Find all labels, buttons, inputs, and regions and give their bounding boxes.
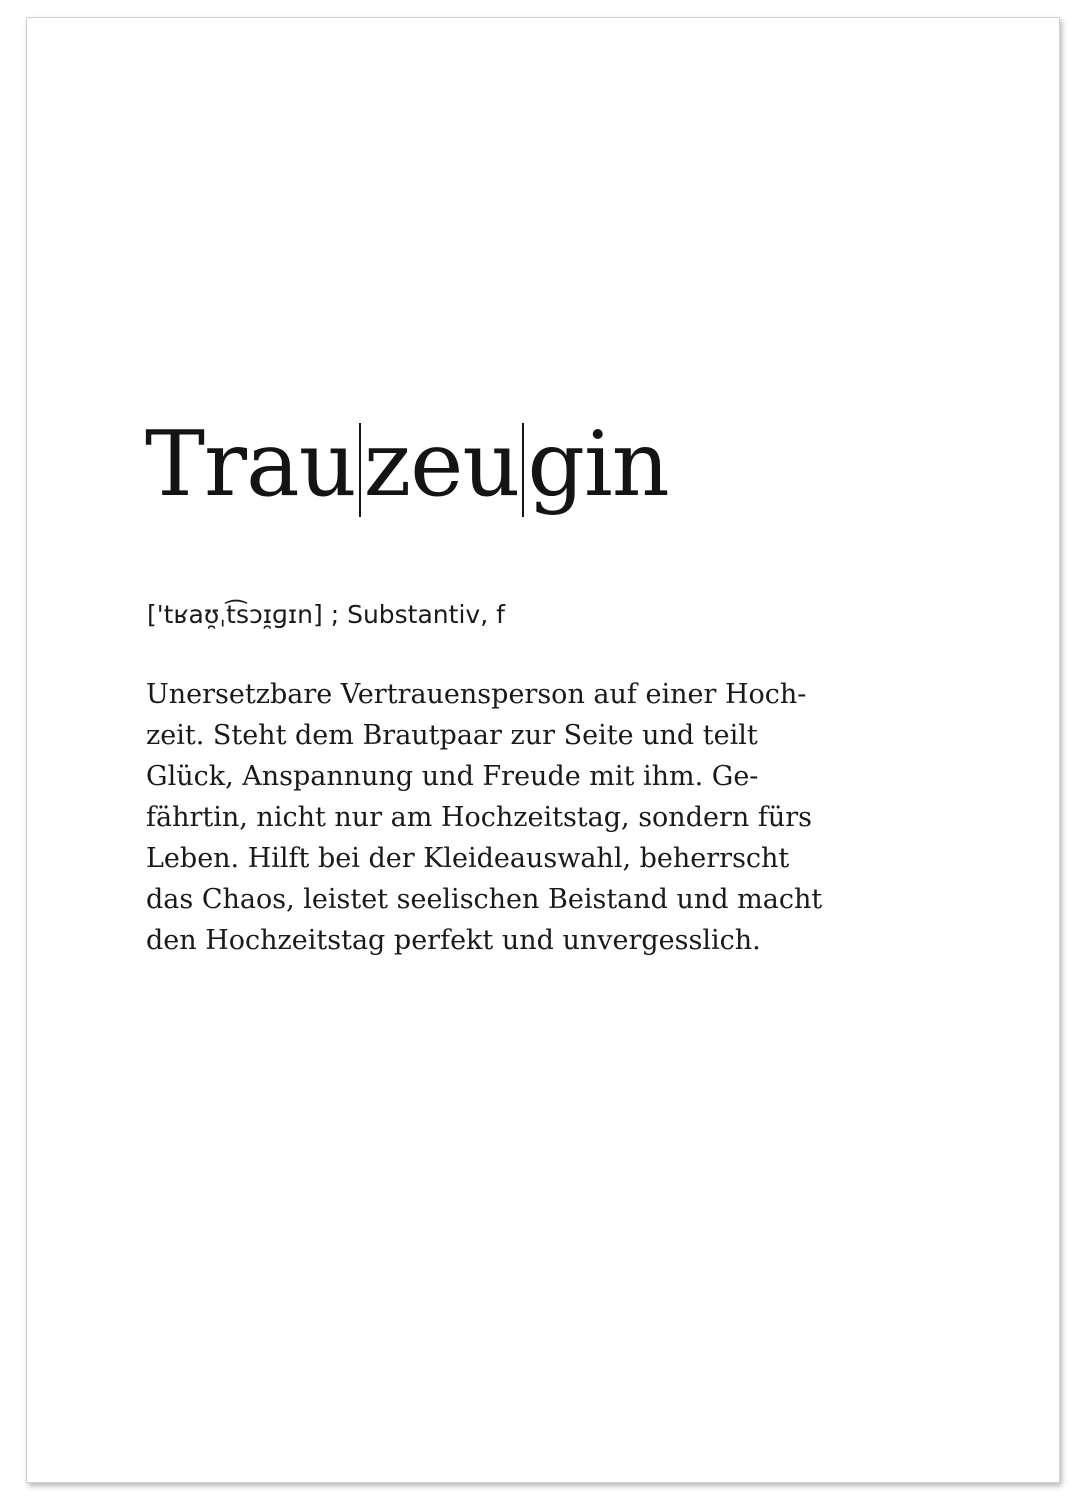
definition-line: Unersetzbare Vertrauensperson auf einer Hoch- [146, 679, 807, 710]
headword-syllable: zeu [363, 412, 520, 517]
definition-poster [26, 17, 1060, 1483]
definition-line: das Chaos, leistet seelischen Beistand und macht [146, 884, 823, 915]
headword-syllable: gin [527, 412, 669, 517]
definition-line: zeit. Steht dem Brautpaar zur Seite und teilt [146, 720, 758, 751]
syllable-separator [359, 423, 361, 517]
definition-line: den Hochzeitstag perfekt und unvergesslich. [146, 925, 761, 956]
definition-text [146, 674, 946, 961]
syllable-separator [522, 423, 524, 517]
definition-line: fährtin, nicht nur am Hochzeitstag, sondern fürs [146, 802, 812, 833]
definition-line: Glück, Anspannung und Freude mit ihm. Ge- [146, 761, 759, 792]
headword [145, 413, 669, 517]
definition-line: Leben. Hilft bei der Kleideauswahl, beherrscht [146, 843, 790, 874]
headword-syllable: Trau [145, 412, 356, 517]
pronunciation-line: ['tʁaʊ̯ˌt͡sɔɪ̯ɡɪn] ; Substantiv, f [147, 600, 505, 629]
